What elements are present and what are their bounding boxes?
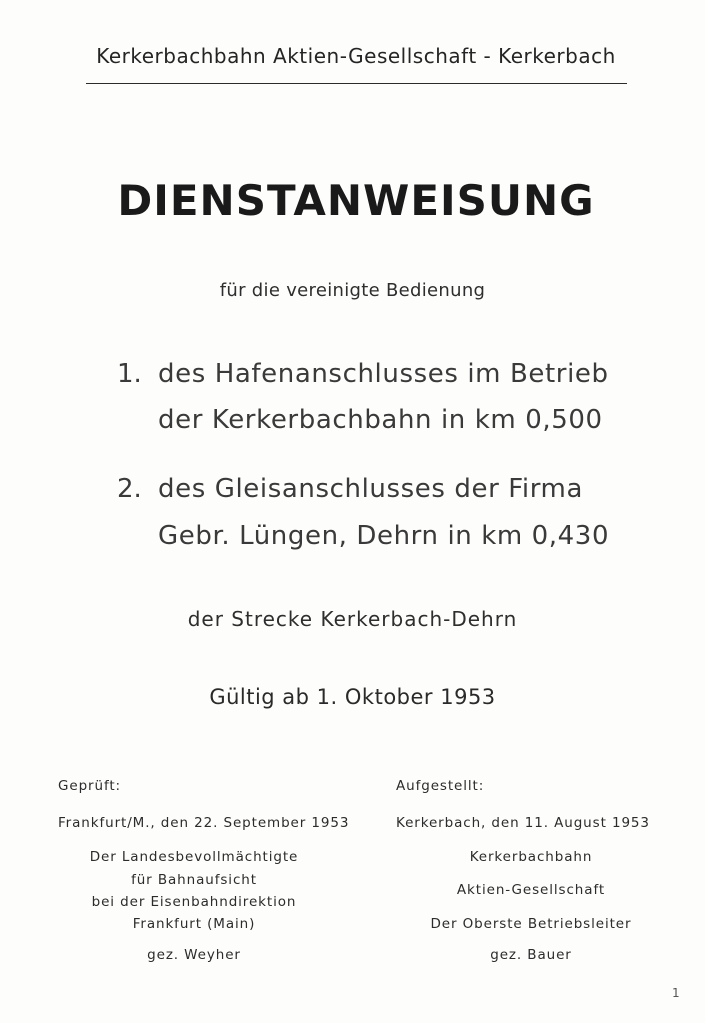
page-mark: 1 — [672, 986, 680, 1000]
company-header: Kerkerbachbahn Aktien-Gesellschaft - Kerkerbach — [96, 44, 616, 68]
document-subtitle: für die vereinigte Bedienung — [219, 280, 486, 301]
item-1-number: 1. — [117, 359, 142, 389]
item-1-line-1: des Hafenanschlusses im Betrieb — [158, 359, 609, 389]
right-signature-place-date: Kerkerbach, den 11. August 1953 — [396, 815, 650, 831]
item-1-line-2: der Kerkerbachbahn in km 0,500 — [158, 405, 603, 435]
item-2-number: 2. — [117, 474, 142, 504]
header-rule — [86, 83, 627, 84]
item-2-line-2: Gebr. Lüngen, Dehrn in km 0,430 — [158, 521, 610, 551]
left-signature-label: Geprüft: — [58, 778, 121, 794]
item-2-line-1: des Gleisanschlusses der Firma — [158, 474, 584, 504]
route-line: der Strecke Kerkerbach-Dehrn — [187, 607, 518, 631]
left-signature-place-date: Frankfurt/M., den 22. September 1953 — [58, 815, 350, 831]
right-signature-line-1: Kerkerbachbahn — [469, 849, 593, 865]
left-signature-line-2: für Bahnaufsicht — [131, 872, 257, 888]
valid-from: Gültig ab 1. Oktober 1953 — [209, 685, 496, 709]
right-signature-line-2: Aktien-Gesellschaft — [456, 882, 606, 898]
right-signature-label: Aufgestellt: — [396, 778, 485, 794]
right-signature-signed: gez. Bauer — [490, 947, 572, 963]
left-signature-signed: gez. Weyher — [147, 947, 241, 963]
document-title: DIENSTANWEISUNG — [117, 176, 595, 225]
left-signature-line-4: Frankfurt (Main) — [132, 916, 256, 932]
left-signature-line-3: bei der Eisenbahndirektion — [91, 894, 297, 910]
left-signature-line-1: Der Landesbevollmächtigte — [89, 849, 299, 865]
right-signature-line-3: Der Oberste Betriebsleiter — [430, 916, 632, 932]
